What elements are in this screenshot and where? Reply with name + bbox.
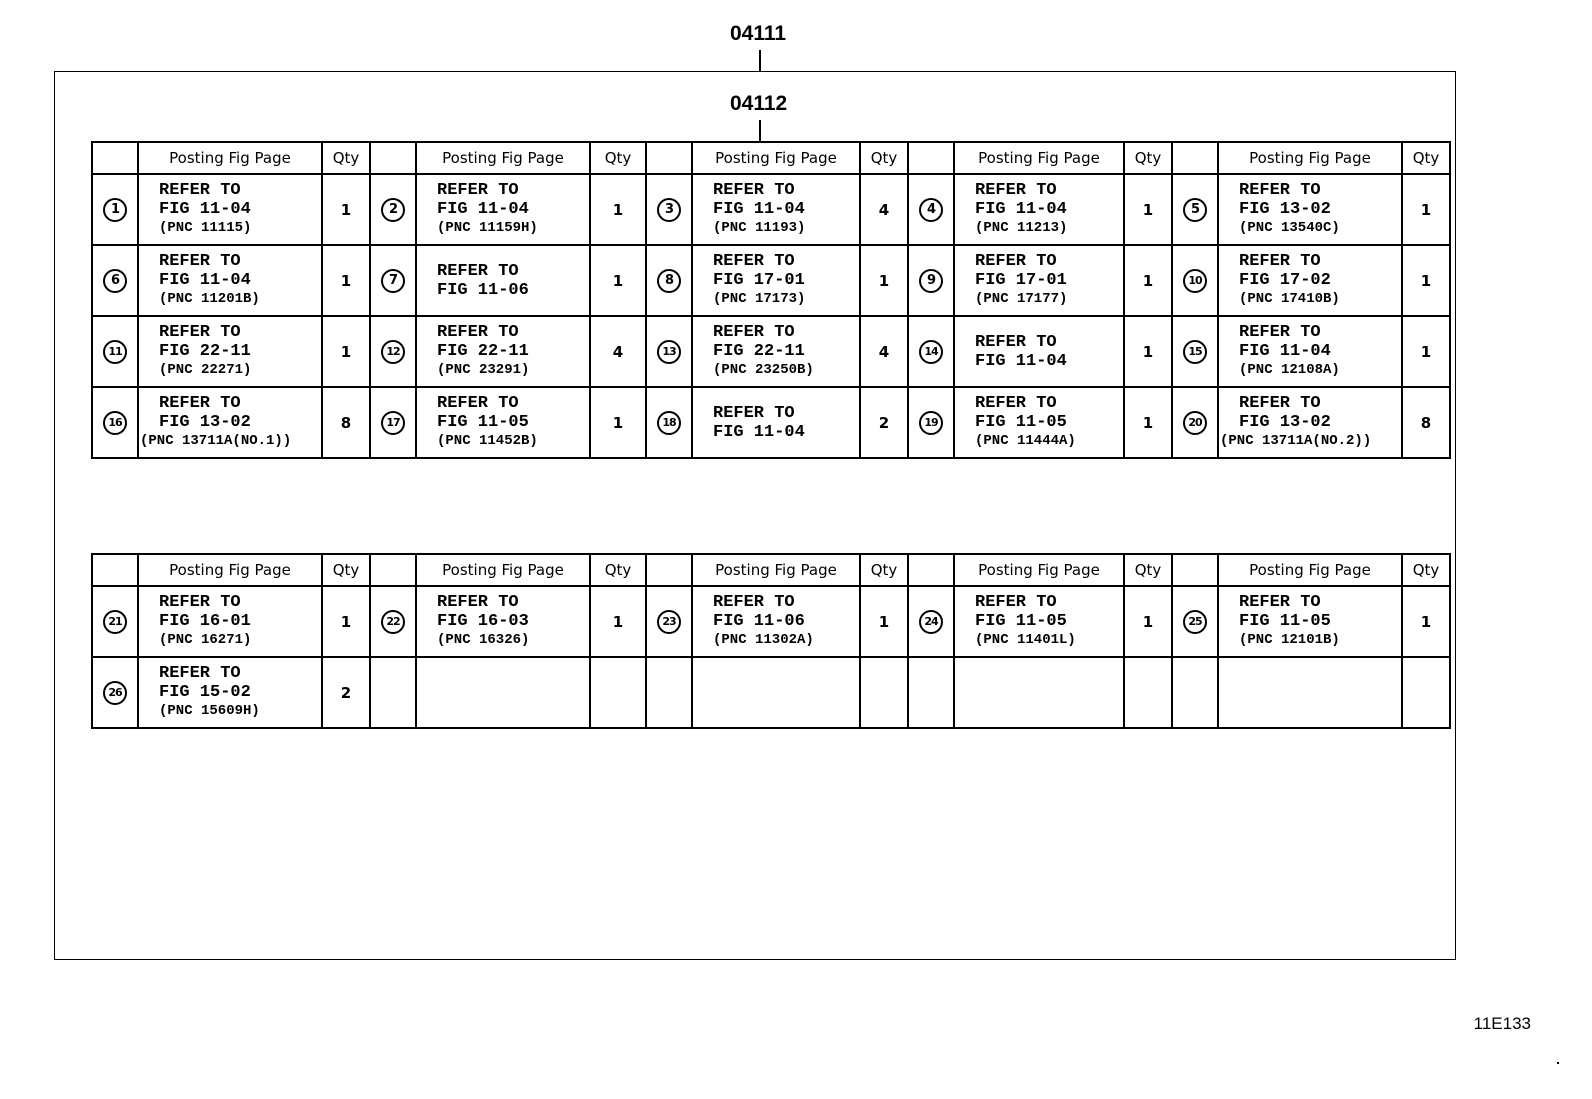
qty-cell xyxy=(1124,657,1172,728)
pnc-text: (PNC 13711A(NO.2)) xyxy=(1220,433,1372,449)
callout-number: 12 xyxy=(381,340,405,364)
fig-page-text: FIG 11-04 xyxy=(159,200,251,219)
refer-to-text: REFER TO xyxy=(713,323,795,342)
callout-number: 9 xyxy=(919,269,943,293)
callout-number: 20 xyxy=(1183,411,1207,435)
callout-number: 22 xyxy=(381,610,405,634)
refer-to-text: REFER TO xyxy=(159,664,241,683)
posting-fig-cell xyxy=(692,245,860,316)
posting-fig-cell xyxy=(954,174,1124,245)
qty-cell: 1 xyxy=(590,586,646,657)
item-number-cell xyxy=(646,657,692,728)
item-number-cell xyxy=(370,657,416,728)
pnc-text: (PNC 11452B) xyxy=(437,433,538,449)
fig-page-text: FIG 11-04 xyxy=(713,422,805,442)
qty-cell: 2 xyxy=(322,657,370,728)
fig-page-text: FIG 13-02 xyxy=(159,413,251,432)
fig-page-text: FIG 11-06 xyxy=(713,612,805,631)
qty-cell: 4 xyxy=(860,316,908,387)
qty-cell: 4 xyxy=(590,316,646,387)
fig-page-text: FIG 22-11 xyxy=(713,342,805,361)
posting-fig-cell xyxy=(1218,586,1402,657)
qty-cell xyxy=(1402,657,1450,728)
item-number-cell xyxy=(908,316,954,387)
pnc-text: (PNC 23250B) xyxy=(713,362,814,378)
header-posting-fig-page: Posting Fig Page xyxy=(416,554,590,586)
fig-page-text: FIG 11-05 xyxy=(975,413,1067,432)
qty-cell: 1 xyxy=(860,245,908,316)
qty-cell: 1 xyxy=(322,174,370,245)
refer-to-text: REFER TO xyxy=(159,252,241,271)
header-qty: Qty xyxy=(322,554,370,586)
fig-page-text: FIG 13-02 xyxy=(1239,413,1331,432)
qty-cell: 1 xyxy=(1402,586,1450,657)
qty-cell: 1 xyxy=(590,245,646,316)
pnc-text: (PNC 11213) xyxy=(975,220,1068,236)
refer-to-text: REFER TO xyxy=(159,593,241,612)
posting-fig-cell xyxy=(692,316,860,387)
qty-cell: 1 xyxy=(1124,316,1172,387)
qty-cell: 1 xyxy=(322,245,370,316)
header-posting-fig-page: Posting Fig Page xyxy=(954,142,1124,174)
posting-fig-cell xyxy=(954,387,1124,458)
callout-number: 1 xyxy=(103,198,127,222)
header-blank xyxy=(908,142,954,174)
callout-number: 2 xyxy=(381,198,405,222)
header-qty: Qty xyxy=(1124,554,1172,586)
pnc-text: (PNC 12108A) xyxy=(1239,362,1340,378)
qty-cell: 1 xyxy=(590,387,646,458)
callout-number: 21 xyxy=(103,610,127,634)
fig-page-text: FIG 11-05 xyxy=(1239,612,1331,631)
refer-to-text: REFER TO xyxy=(437,394,519,413)
posting-fig-cell xyxy=(138,586,322,657)
item-number-cell xyxy=(646,387,692,458)
table-row xyxy=(92,657,1450,728)
header-blank xyxy=(92,554,138,586)
posting-fig-cell xyxy=(138,174,322,245)
posting-fig-cell xyxy=(1218,174,1402,245)
callout-number: 26 xyxy=(103,681,127,705)
fig-page-text: FIG 11-06 xyxy=(437,280,529,300)
qty-cell: 1 xyxy=(1124,174,1172,245)
posting-fig-cell xyxy=(692,174,860,245)
refer-to-text: REFER TO xyxy=(975,593,1057,612)
item-number-cell xyxy=(92,245,138,316)
table-row xyxy=(92,174,1450,245)
refer-to-text: REFER TO xyxy=(713,181,795,200)
fig-page-text: FIG 16-03 xyxy=(437,612,529,631)
refer-to-text: REFER TO xyxy=(437,261,519,281)
item-number-cell xyxy=(1172,657,1218,728)
table-row xyxy=(92,387,1450,458)
callout-number: 11 xyxy=(103,340,127,364)
callout-number: 14 xyxy=(919,340,943,364)
header-qty: Qty xyxy=(590,142,646,174)
header-qty: Qty xyxy=(860,142,908,174)
fig-page-text: FIG 13-02 xyxy=(1239,200,1331,219)
callout-number: 5 xyxy=(1183,198,1207,222)
posting-fig-cell xyxy=(138,657,322,728)
item-number-cell xyxy=(1172,586,1218,657)
qty-cell: 8 xyxy=(1402,387,1450,458)
pnc-text: (PNC 13711A(NO.1)) xyxy=(140,433,292,449)
refer-to-text: REFER TO xyxy=(1239,323,1321,342)
item-number-cell xyxy=(92,174,138,245)
qty-cell: 1 xyxy=(1124,586,1172,657)
pnc-text: (PNC 17410B) xyxy=(1239,291,1340,307)
header-posting-fig-page: Posting Fig Page xyxy=(692,142,860,174)
qty-cell: 1 xyxy=(1402,316,1450,387)
posting-fig-cell xyxy=(416,387,590,458)
fig-page-text: FIG 15-02 xyxy=(159,683,251,702)
corner-mark xyxy=(1557,1062,1559,1064)
posting-fig-cell xyxy=(1218,657,1402,728)
header-qty: Qty xyxy=(1124,142,1172,174)
fig-page-text: FIG 11-04 xyxy=(159,271,251,290)
item-number-cell xyxy=(646,245,692,316)
fig-page-text: FIG 11-04 xyxy=(437,200,529,219)
pnc-text: (PNC 16326) xyxy=(437,632,530,648)
refer-to-text: REFER TO xyxy=(159,394,241,413)
item-number-cell xyxy=(370,586,416,657)
posting-fig-cell xyxy=(416,586,590,657)
header-blank xyxy=(1172,142,1218,174)
header-qty: Qty xyxy=(1402,554,1450,586)
subassembly-number: 04112 xyxy=(730,92,788,115)
item-number-cell xyxy=(370,387,416,458)
callout-number: 23 xyxy=(657,610,681,634)
header-blank xyxy=(908,554,954,586)
posting-fig-cell xyxy=(416,316,590,387)
pnc-text: (PNC 23291) xyxy=(437,362,530,378)
fig-page-text: FIG 11-04 xyxy=(713,200,805,219)
callout-number: 8 xyxy=(657,269,681,293)
refer-to-text: REFER TO xyxy=(975,181,1057,200)
illustration-code: 11E133 xyxy=(1473,1014,1531,1033)
item-number-cell xyxy=(908,245,954,316)
posting-fig-cell xyxy=(692,657,860,728)
posting-fig-cell xyxy=(416,245,590,316)
item-number-cell xyxy=(908,657,954,728)
item-number-cell xyxy=(370,316,416,387)
posting-fig-cell xyxy=(954,245,1124,316)
pnc-text: (PNC 22271) xyxy=(159,362,252,378)
qty-cell: 2 xyxy=(860,387,908,458)
callout-number: 10 xyxy=(1183,269,1207,293)
pnc-text: (PNC 11401L) xyxy=(975,632,1076,648)
qty-cell: 1 xyxy=(1402,174,1450,245)
header-posting-fig-page: Posting Fig Page xyxy=(138,554,322,586)
header-blank xyxy=(1172,554,1218,586)
callout-number: 4 xyxy=(919,198,943,222)
item-number-cell xyxy=(646,316,692,387)
posting-fig-cell xyxy=(138,387,322,458)
fig-page-text: FIG 11-05 xyxy=(975,612,1067,631)
pnc-text: (PNC 16271) xyxy=(159,632,252,648)
pnc-text: (PNC 11193) xyxy=(713,220,806,236)
refer-to-text: REFER TO xyxy=(1239,593,1321,612)
header-posting-fig-page: Posting Fig Page xyxy=(138,142,322,174)
qty-cell: 4 xyxy=(860,174,908,245)
pnc-text: (PNC 17173) xyxy=(713,291,806,307)
fig-page-text: FIG 22-11 xyxy=(159,342,251,361)
posting-fig-cell xyxy=(1218,387,1402,458)
fig-page-text: FIG 11-04 xyxy=(975,200,1067,219)
pnc-text: (PNC 11302A) xyxy=(713,632,814,648)
callout-number: 3 xyxy=(657,198,681,222)
pnc-text: (PNC 13540C) xyxy=(1239,220,1340,236)
item-number-cell xyxy=(1172,387,1218,458)
pnc-text: (PNC 11444A) xyxy=(975,433,1076,449)
fig-page-text: FIG 17-01 xyxy=(975,271,1067,290)
refer-to-text: REFER TO xyxy=(437,593,519,612)
header-row xyxy=(92,142,1450,174)
posting-fig-cell xyxy=(1218,245,1402,316)
refer-to-text: REFER TO xyxy=(1239,252,1321,271)
item-number-cell xyxy=(370,245,416,316)
callout-number: 24 xyxy=(919,610,943,634)
refer-to-text: REFER TO xyxy=(1239,181,1321,200)
item-number-cell xyxy=(1172,316,1218,387)
header-blank xyxy=(646,142,692,174)
qty-cell xyxy=(860,657,908,728)
posting-fig-cell xyxy=(416,174,590,245)
posting-fig-cell xyxy=(692,387,860,458)
qty-cell: 1 xyxy=(322,586,370,657)
header-qty: Qty xyxy=(590,554,646,586)
callout-number: 18 xyxy=(657,411,681,435)
header-qty: Qty xyxy=(860,554,908,586)
fig-page-text: FIG 11-04 xyxy=(1239,342,1331,361)
posting-fig-cell xyxy=(138,316,322,387)
callout-number: 25 xyxy=(1183,610,1207,634)
fig-page-text: FIG 17-01 xyxy=(713,271,805,290)
refer-to-text: REFER TO xyxy=(437,323,519,342)
qty-cell: 1 xyxy=(322,316,370,387)
posting-fig-cell xyxy=(692,586,860,657)
pnc-text: (PNC 15609H) xyxy=(159,703,260,719)
refer-to-text: REFER TO xyxy=(975,332,1057,352)
pnc-text: (PNC 11159H) xyxy=(437,220,538,236)
qty-cell: 1 xyxy=(860,586,908,657)
qty-cell: 1 xyxy=(590,174,646,245)
header-posting-fig-page: Posting Fig Page xyxy=(954,554,1124,586)
header-row xyxy=(92,554,1450,586)
qty-cell: 1 xyxy=(1402,245,1450,316)
table-row xyxy=(92,586,1450,657)
assembly-leader-line xyxy=(759,50,761,71)
refer-to-text: REFER TO xyxy=(975,252,1057,271)
callout-number: 19 xyxy=(919,411,943,435)
header-blank xyxy=(646,554,692,586)
item-number-cell xyxy=(92,586,138,657)
refer-to-text: REFER TO xyxy=(713,252,795,271)
refer-to-text: REFER TO xyxy=(159,323,241,342)
posting-fig-cell xyxy=(954,586,1124,657)
refer-to-text: REFER TO xyxy=(437,181,519,200)
refer-to-text: REFER TO xyxy=(1239,394,1321,413)
refer-to-text: REFER TO xyxy=(975,394,1057,413)
table-row xyxy=(92,316,1450,387)
fig-page-text: FIG 16-01 xyxy=(159,612,251,631)
pnc-text: (PNC 11115) xyxy=(159,220,252,236)
header-blank xyxy=(370,554,416,586)
callout-number: 15 xyxy=(1183,340,1207,364)
item-number-cell xyxy=(1172,245,1218,316)
item-number-cell xyxy=(908,174,954,245)
header-qty: Qty xyxy=(322,142,370,174)
header-blank xyxy=(370,142,416,174)
qty-cell: 8 xyxy=(322,387,370,458)
assembly-number: 04111 xyxy=(730,22,787,45)
fig-page-text: FIG 11-04 xyxy=(975,351,1067,371)
posting-fig-cell xyxy=(954,657,1124,728)
reference-table-2 xyxy=(91,553,1451,729)
item-number-cell xyxy=(92,657,138,728)
posting-fig-cell xyxy=(138,245,322,316)
callout-number: 6 xyxy=(103,269,127,293)
reference-table-1 xyxy=(91,141,1451,459)
header-posting-fig-page: Posting Fig Page xyxy=(1218,142,1402,174)
header-blank xyxy=(92,142,138,174)
posting-fig-cell xyxy=(1218,316,1402,387)
refer-to-text: REFER TO xyxy=(159,181,241,200)
table-row xyxy=(92,245,1450,316)
refer-to-text: REFER TO xyxy=(713,593,795,612)
item-number-cell xyxy=(92,387,138,458)
qty-cell: 1 xyxy=(1124,245,1172,316)
callout-number: 17 xyxy=(381,411,405,435)
item-number-cell xyxy=(370,174,416,245)
item-number-cell xyxy=(92,316,138,387)
posting-fig-cell xyxy=(416,657,590,728)
item-number-cell xyxy=(908,586,954,657)
callout-number: 13 xyxy=(657,340,681,364)
pnc-text: (PNC 11201B) xyxy=(159,291,260,307)
header-qty: Qty xyxy=(1402,142,1450,174)
item-number-cell xyxy=(646,174,692,245)
item-number-cell xyxy=(646,586,692,657)
pnc-text: (PNC 12101B) xyxy=(1239,632,1340,648)
header-posting-fig-page: Posting Fig Page xyxy=(1218,554,1402,586)
callout-number: 16 xyxy=(103,411,127,435)
refer-to-text: REFER TO xyxy=(713,403,795,423)
qty-cell: 1 xyxy=(1124,387,1172,458)
item-number-cell xyxy=(1172,174,1218,245)
item-number-cell xyxy=(908,387,954,458)
posting-fig-cell xyxy=(954,316,1124,387)
subassembly-leader-line xyxy=(759,120,761,142)
callout-number: 7 xyxy=(381,269,405,293)
fig-page-text: FIG 11-05 xyxy=(437,413,529,432)
fig-page-text: FIG 22-11 xyxy=(437,342,529,361)
pnc-text: (PNC 17177) xyxy=(975,291,1068,307)
fig-page-text: FIG 17-02 xyxy=(1239,271,1331,290)
qty-cell xyxy=(590,657,646,728)
header-posting-fig-page: Posting Fig Page xyxy=(692,554,860,586)
header-posting-fig-page: Posting Fig Page xyxy=(416,142,590,174)
